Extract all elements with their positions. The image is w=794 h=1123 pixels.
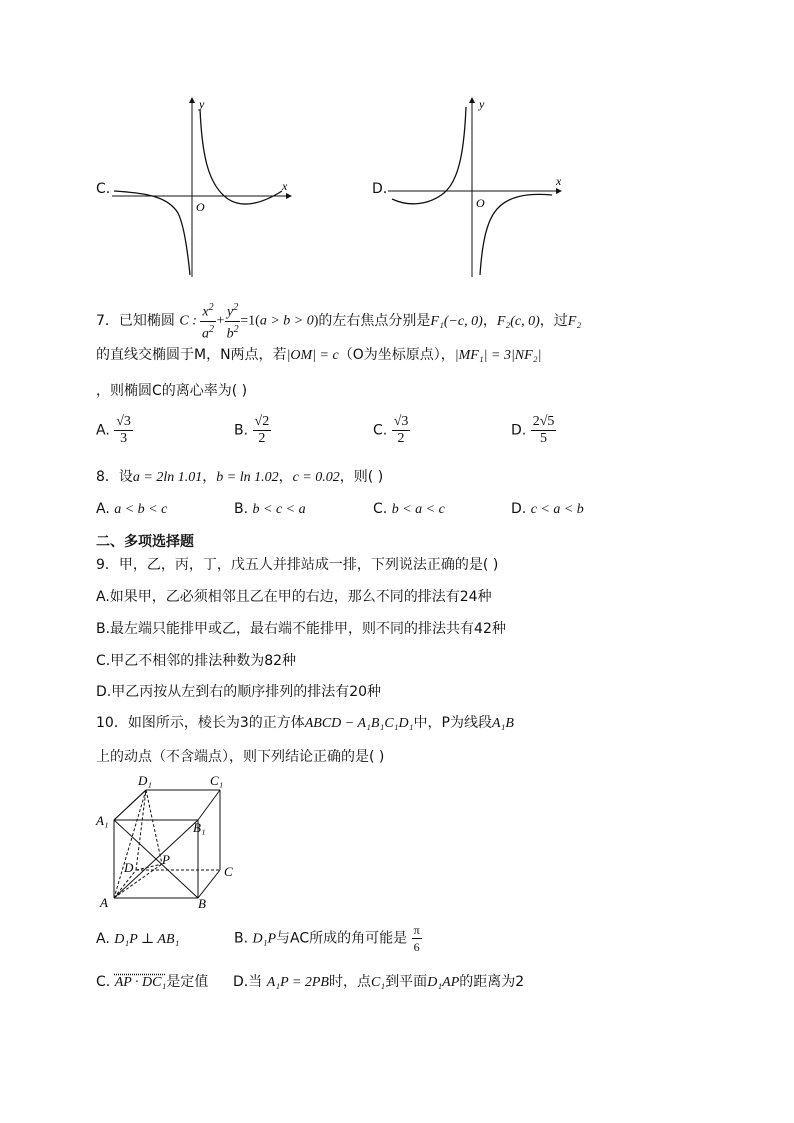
cube-figure — [92, 772, 252, 912]
q7-om-expr: |OM| = c — [286, 348, 339, 363]
graph-c-x-arrow — [286, 193, 292, 199]
q8-b-expr: b = ln 1.02 — [216, 470, 279, 485]
graph-c-label: C. — [96, 181, 111, 197]
q10-option-b[interactable] — [234, 922, 422, 955]
q10-option-a-label: A. — [96, 931, 110, 947]
q8-option-a[interactable] — [96, 500, 167, 519]
q10-option-c-text: 是定值 — [166, 974, 209, 990]
graph-d-origin: O — [476, 196, 485, 210]
q7-option-b-den: 2 — [258, 431, 266, 446]
graph-d-label: D. — [372, 181, 388, 197]
label-A: A — [100, 895, 108, 910]
q10-option-b-label: B. — [234, 930, 249, 947]
q7-option-c-num: √3 — [393, 414, 409, 429]
q7-option-a[interactable] — [96, 414, 133, 447]
q8-option-b-expr: b < c < a — [252, 502, 306, 517]
q7-option-d-den: 5 — [540, 431, 548, 446]
q10-option-a-expr: D₁P ⊥ AB₁ — [114, 932, 180, 947]
q9-option-d[interactable]: D.甲乙丙按从左到右的顺序排列的排法有20种 — [96, 684, 382, 700]
q10-option-c[interactable] — [96, 973, 208, 992]
graph-c-x-label: x — [282, 179, 288, 193]
label-A1: A₁ — [96, 813, 109, 828]
label-C: C — [224, 864, 233, 879]
graph-d-curve-left — [392, 107, 466, 204]
label-D: D — [124, 860, 134, 875]
q7-line2 — [96, 346, 541, 365]
q10-seg: A₁B — [491, 716, 514, 731]
q7-ellipse-expr: C : $\frac{x^2}{a^2}$ + $\frac{y^2}{b^2}$ =1(a > b > 0) — [179, 302, 319, 342]
q7-option-b[interactable] — [234, 414, 271, 447]
q8-option-c-expr: b < a < c — [391, 502, 445, 517]
q7-number: 7． — [96, 313, 119, 330]
q7-sep: ， — [482, 313, 497, 330]
q9-option-c[interactable]: C.甲乙不相邻的排法种数为82种 — [96, 653, 297, 669]
q8-option-d[interactable] — [511, 500, 584, 519]
q7-line2-a: 的直线交椭圆于M，N两点，若 — [96, 347, 287, 363]
q10-option-b-num: π — [413, 923, 420, 937]
q10-option-d-expr3: D₁AP — [427, 975, 460, 990]
q8-number: 8．设 — [96, 469, 133, 485]
q8-c-expr: c = 0.02 — [292, 470, 340, 485]
q7-option-a-den: 3 — [120, 431, 128, 446]
q8-option-c[interactable] — [373, 500, 445, 519]
q7-f1: F₁(−c, 0) — [430, 314, 483, 330]
q7-line2-b: （O为坐标原点）， — [338, 347, 455, 363]
q7-f2-short: F₂ — [567, 314, 582, 330]
q8-tail: ，则( ) — [339, 469, 384, 485]
q7-through: ，过 — [539, 313, 568, 330]
q8-option-d-label: D. — [511, 501, 527, 517]
label-P: P — [162, 852, 170, 867]
q10-option-b-den: 6 — [413, 940, 420, 954]
q8-option-a-label: A. — [96, 501, 110, 517]
graph-c-y-arrow — [189, 97, 195, 103]
label-B1: B₁ — [193, 820, 206, 835]
graph-d — [384, 95, 574, 280]
q7-option-d-label: D. — [511, 422, 527, 439]
edge-B1-C1 — [198, 790, 220, 820]
q7-option-d[interactable] — [511, 414, 556, 447]
q10-stem-line2: 上的动点（不含端点），则下列结论正确的是( ) — [96, 749, 385, 765]
q8-option-c-label: C. — [373, 501, 388, 517]
graph-d-curve-right — [480, 194, 552, 275]
q7-f2: F₂(c, 0) — [496, 314, 540, 330]
q10-option-b-expr: D₁P — [252, 931, 277, 947]
graph-c-origin: O — [196, 200, 205, 214]
graph-c-y-label: y — [199, 97, 205, 111]
q7-line3: ，则椭圆C的离心率为( ) — [96, 383, 248, 399]
graph-d-y-arrow — [469, 97, 475, 103]
q10-option-c-expr: AP · DC₁ — [114, 975, 167, 990]
q8-option-a-expr: a < b < c — [114, 502, 168, 517]
q10-option-d-label: D.当 — [233, 974, 263, 990]
q9-option-b[interactable]: B.最左端只能排甲或乙，最右端不能排甲，则不同的排法共有42种 — [96, 621, 506, 637]
q7-option-c-label: C. — [373, 422, 388, 439]
graph-d-x-arrow — [556, 188, 562, 194]
q7-mf-expr: |MF₁| = 3|NF₂| — [454, 348, 542, 363]
q8-option-b-label: B. — [234, 501, 249, 517]
q7-option-a-label: A. — [96, 422, 110, 439]
label-B: B — [198, 896, 206, 911]
q10-option-d[interactable] — [233, 973, 524, 992]
q7-option-b-num: √2 — [254, 414, 270, 429]
q7-option-a-num: √3 — [116, 414, 131, 429]
seg-D1-A — [114, 790, 146, 898]
q10-option-a[interactable] — [96, 930, 179, 949]
q10-cube-name: ABCD − A₁B₁C₁D₁ — [304, 716, 414, 731]
q10-option-d-expr2: C₁ — [370, 975, 386, 990]
q7-foci-text: 的左右焦点分别是 — [318, 313, 431, 330]
q10-option-b-text: 与AC所成的角可能是 — [276, 930, 408, 947]
q10-option-c-label: C. — [96, 974, 111, 990]
section-title: 二、多项选择题 — [96, 534, 194, 550]
label-D1: D₁ — [138, 773, 152, 788]
label-C1: C₁ — [210, 773, 224, 788]
graph-c-curve-right — [200, 109, 282, 204]
q10-option-d-text1: 时，点 — [328, 974, 371, 990]
q8-option-b[interactable] — [234, 500, 306, 519]
q10-stem-a: 10．如图所示，棱长为3的正方体 — [96, 715, 305, 731]
seg-D1-P — [146, 790, 162, 864]
graph-d-x-label: x — [556, 174, 562, 188]
q9-stem: 9．甲，乙，丙，丁，戊五人并排站成一排，下列说法正确的是( ) — [96, 557, 499, 573]
graph-d-y-label: y — [479, 97, 485, 111]
edge-B-C — [198, 870, 220, 898]
q7-option-c[interactable] — [373, 414, 410, 447]
q9-option-a[interactable]: A.如果甲，乙必须相邻且乙在甲的右边，那么不同的排法有24种 — [96, 589, 492, 605]
q7-intro: 已知椭圆 — [118, 313, 175, 330]
q7-option-b-label: B. — [234, 422, 249, 439]
q7-line1 — [96, 300, 581, 342]
q10-stem-b: 中，P为线段 — [413, 715, 492, 731]
q8-stem: 8．设a = 2ln 1.01，b = ln 1.02，c = 0.02，则( ) — [96, 469, 384, 485]
q10-option-d-text3: 的距离为2 — [459, 974, 525, 990]
graph-c-curve-left — [114, 191, 190, 275]
q8-option-d-expr: c < a < b — [530, 502, 584, 517]
q10-stem-line1 — [96, 714, 514, 733]
q7-option-d-num: 2√5 — [532, 414, 555, 429]
graph-c — [108, 95, 298, 280]
q10-option-d-expr1: A₁P = 2PB — [266, 975, 329, 990]
q10-option-d-text2: 到平面 — [385, 974, 428, 990]
edge-D-D1 — [136, 790, 146, 870]
q8-a-expr: a = 2ln 1.01 — [132, 470, 203, 485]
q7-option-c-den: 2 — [397, 431, 405, 446]
